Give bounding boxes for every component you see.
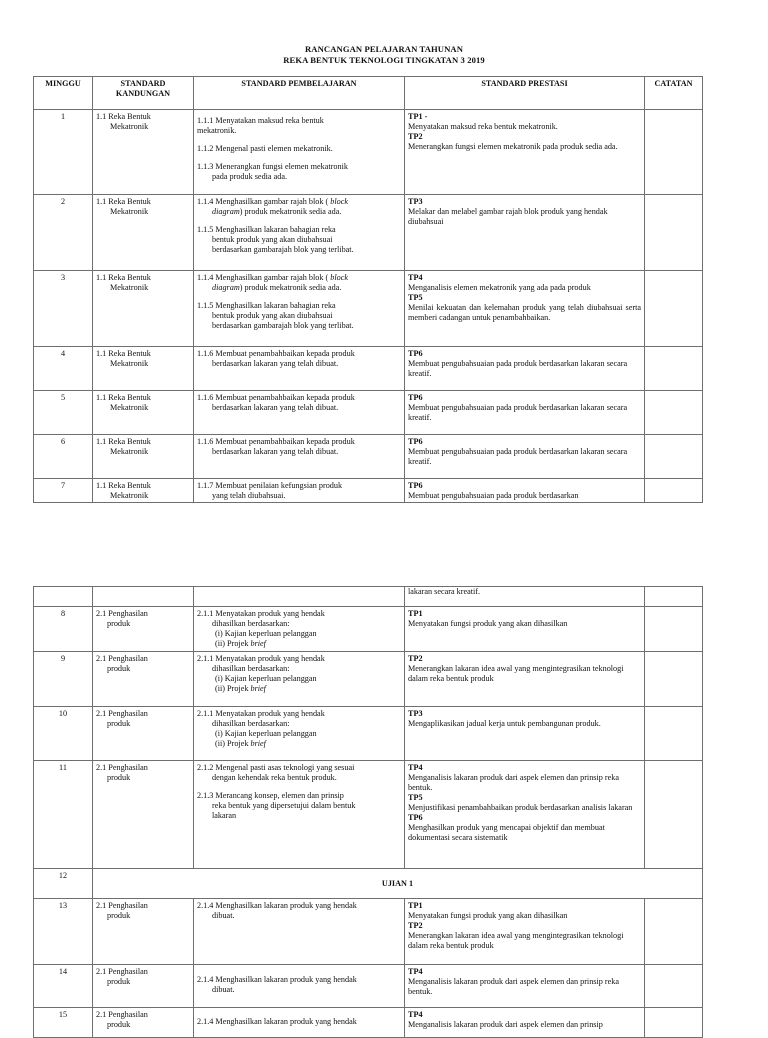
sp-item: 1.1.4 Menghasilkan gambar rajah blok ( [197, 273, 331, 282]
sk-number: 2.1 Penghasilan [96, 901, 148, 910]
table-row [34, 1008, 703, 1038]
standard-pembelajaran-cell [194, 761, 405, 869]
catatan-cell [645, 761, 703, 869]
week-number: 7 [34, 479, 93, 503]
sk-number: 1.1 Reka Bentuk [96, 112, 151, 121]
standard-kandungan-cell [93, 965, 194, 1008]
tp-text: Membuat pengubahsuaian pada produk berdasarkan lakaran secara kreatif. [408, 359, 628, 378]
sp-item: 1.1.2 Mengenal pasti elemen mekatronik. [197, 144, 333, 153]
standard-prestasi-cell [405, 110, 645, 195]
sp-item-cont: ) produk mekatronik sedia ada. [239, 207, 342, 216]
table-row [34, 652, 703, 707]
sp-item-cont: yang telah diubahsuai. [212, 491, 286, 500]
tp-text: Menghasilkan produk yang mencapai objektif dan membuat dokumentasi secara sistematik [408, 823, 605, 842]
sp-item-cont: ) produk mekatronik sedia ada. [239, 283, 342, 292]
week-number: 12 [34, 869, 93, 899]
sp-item: 1.1.7 Membuat penilaian kefungsian produk [197, 481, 343, 490]
standard-prestasi-cell [405, 479, 645, 503]
sp-item-cont: dibuat. [212, 985, 235, 994]
table-row [34, 110, 703, 195]
week-number: 3 [34, 271, 93, 347]
sp-item-cont: berdasarkan gambarajah blok yang terlibat. [212, 245, 354, 254]
standard-pembelajaran-cell [194, 435, 405, 479]
tp-text: Menerangkan lakaran idea awal yang mengintegrasikan teknologi dalam reka bentuk produk [408, 931, 624, 950]
sk-name: Mekatronik [110, 122, 149, 131]
tp-text: Menganalisis elemen mekatronik yang ada pada produk [408, 283, 591, 292]
week-number: 15 [34, 1008, 93, 1038]
standard-prestasi-cell [405, 391, 645, 435]
sp-item-cont: berdasarkan gambarajah blok yang terlibat. [212, 321, 354, 330]
document-subtitle: REKA BENTUK TEKNOLOGI TINGKATAN 3 2019 [283, 55, 485, 65]
tp-text: Mengaplikasikan jadual kerja untuk pembangunan produk. [408, 719, 601, 728]
table-row [34, 587, 703, 607]
sp-item: 2.1.4 Menghasilkan lakaran produk yang hendak [197, 1017, 357, 1026]
standard-kandungan-cell [93, 347, 194, 391]
tp-label: TP5 [408, 293, 423, 302]
sk-number: 2.1 Penghasilan [96, 763, 148, 772]
sk-number: 2.1 Penghasilan [96, 967, 148, 976]
header-standard-prestasi: STANDARD PRESTASI [405, 77, 645, 110]
tp-label: TP1 [408, 901, 423, 910]
header-standard-pembelajaran: STANDARD PEMBELAJARAN [194, 77, 405, 110]
table-row [34, 391, 703, 435]
tp-label: TP4 [408, 273, 423, 282]
sk-name: Mekatronik [110, 207, 149, 216]
sp-list-item: (i) Kajian keperluan pelanggan [215, 674, 317, 683]
tp-label: TP2 [408, 132, 423, 141]
standard-pembelajaran-cell [194, 707, 405, 761]
sk-number: 2.1 Penghasilan [96, 709, 148, 718]
sk-number: 2.1 Penghasilan [96, 654, 148, 663]
sp-italic: block [330, 197, 348, 206]
sp-italic: diagram [212, 283, 240, 292]
week-number: 9 [34, 652, 93, 707]
tp-text: Menjustifikasi penambahbaikan produk berdasarkan analisis lakaran [408, 803, 633, 812]
sp-list-item: (i) Kajian keperluan pelanggan [215, 629, 317, 638]
tp-text: Menyatakan fungsi produk yang akan dihasilkan [408, 619, 568, 628]
sk-name: produk [107, 664, 131, 673]
catatan-cell [645, 607, 703, 652]
standard-prestasi-cell [405, 271, 645, 347]
week-number: 2 [34, 195, 93, 271]
sk-name: Mekatronik [110, 403, 149, 412]
standard-kandungan-cell [93, 1008, 194, 1038]
standard-kandungan-cell [93, 110, 194, 195]
tp-text: Menganalisis lakaran produk dari aspek elemen dan prinsip reka bentuk. [408, 773, 619, 792]
plan-table-page1 [33, 76, 703, 503]
tp-label: TP6 [408, 813, 423, 822]
sp-item-cont: bentuk produk yang akan diubahsuai [212, 235, 333, 244]
standard-prestasi-cell [405, 707, 645, 761]
table-row [34, 707, 703, 761]
sk-name: produk [107, 719, 131, 728]
week-number: 11 [34, 761, 93, 869]
sk-number: 2.1 Penghasilan [96, 1010, 148, 1019]
sp-item-cont: berdasarkan lakaran yang telah dibuat. [212, 403, 339, 412]
sk-name: produk [107, 911, 131, 920]
tp-label: TP2 [408, 654, 423, 663]
tp-text: Membuat pengubahsuaian pada produk berdasarkan [408, 491, 579, 500]
standard-pembelajaran-cell [194, 652, 405, 707]
table-row [34, 869, 703, 899]
standard-pembelajaran-cell [194, 607, 405, 652]
week-number [34, 587, 93, 607]
tp-label: TP6 [408, 349, 423, 358]
standard-prestasi-cell [405, 1008, 645, 1038]
catatan-cell [645, 435, 703, 479]
sk-name: Mekatronik [110, 491, 149, 500]
sk-number: 1.1 Reka Bentuk [96, 197, 151, 206]
table-row [34, 195, 703, 271]
standard-prestasi-cell [405, 652, 645, 707]
table-row [34, 899, 703, 965]
standard-prestasi-cell [405, 347, 645, 391]
sp-item: 1.1.6 Membuat penambahbaikan kepada produk [197, 393, 355, 402]
standard-pembelajaran-cell [194, 195, 405, 271]
catatan-cell [645, 707, 703, 761]
catatan-cell [645, 587, 703, 607]
tp-label: TP1 [408, 609, 423, 618]
standard-pembelajaran-cell [194, 899, 405, 965]
standard-kandungan-cell [93, 587, 194, 607]
sp-item-cont: dihasilkan berdasarkan: [212, 619, 290, 628]
tp-text: Menganalisis lakaran produk dari aspek elemen dan prinsip reka bentuk. [408, 977, 619, 996]
standard-kandungan-cell [93, 707, 194, 761]
sp-item: 1.1.6 Membuat penambahbaikan kepada produk [197, 349, 355, 358]
table-row [34, 271, 703, 347]
sp-item-cont: reka bentuk yang dipersetujui dalam bentuk [212, 801, 356, 810]
standard-prestasi-cell [405, 607, 645, 652]
standard-prestasi-cell [405, 899, 645, 965]
sk-name: Mekatronik [110, 359, 149, 368]
sp-item-cont: berdasarkan lakaran yang telah dibuat. [212, 447, 339, 456]
tp-text: Menyatakan fungsi produk yang akan dihasilkan [408, 911, 568, 920]
sk-name: produk [107, 1020, 131, 1029]
sp-item: 1.1.3 Menerangkan fungsi elemen mekatronik [197, 162, 348, 171]
standard-kandungan-cell [93, 271, 194, 347]
tp-label: TP4 [408, 763, 423, 772]
catatan-cell [645, 271, 703, 347]
sp-item-cont: dihasilkan berdasarkan: [212, 719, 290, 728]
standard-pembelajaran-cell [194, 347, 405, 391]
sp-list-item: (ii) Projek brief [215, 739, 266, 748]
catatan-cell [645, 110, 703, 195]
week-number: 4 [34, 347, 93, 391]
sk-number: 1.1 Reka Bentuk [96, 273, 151, 282]
catatan-cell [645, 652, 703, 707]
sk-number: 1.1 Reka Bentuk [96, 349, 151, 358]
document-title: RANCANGAN PELAJARAN TAHUNAN [304, 44, 464, 54]
header-standard-kandungan [93, 77, 194, 110]
tp-label: TP6 [408, 437, 423, 446]
sk-name: produk [107, 773, 131, 782]
week-number: 1 [34, 110, 93, 195]
standard-prestasi-cell [405, 965, 645, 1008]
sk-name: Mekatronik [110, 283, 149, 292]
standard-pembelajaran-cell [194, 110, 405, 195]
sp-list-item: (ii) Projek brief [215, 684, 266, 693]
table-row [34, 347, 703, 391]
sk-number: 1.1 Reka Bentuk [96, 393, 151, 402]
catatan-cell [645, 347, 703, 391]
catatan-cell [645, 965, 703, 1008]
week-number: 8 [34, 607, 93, 652]
sp-list-item: (i) Kajian keperluan pelanggan [215, 729, 317, 738]
standard-kandungan-cell [93, 195, 194, 271]
tp-text: Membuat pengubahsuaian pada produk berdasarkan lakaran secara kreatif. [408, 447, 628, 466]
tp-text: lakaran secara kreatif. [408, 587, 481, 596]
tp-label: TP3 [408, 197, 423, 206]
sp-italic: block [330, 273, 348, 282]
sk-name: produk [107, 619, 131, 628]
sp-item: 1.1.5 Menghasilkan lakaran bahagian reka [197, 225, 336, 234]
week-number: 10 [34, 707, 93, 761]
sp-item: 1.1.5 Menghasilkan lakaran bahagian reka [197, 301, 336, 310]
standard-kandungan-cell [93, 607, 194, 652]
tp-label: TP4 [408, 967, 423, 976]
tp-label: TP1 - [408, 112, 428, 121]
sp-item: 2.1.1 Menyatakan produk yang hendak [197, 654, 325, 663]
sp-item: 1.1.6 Membuat penambahbaikan kepada produk [197, 437, 355, 446]
tp-text: Melakar dan melabel gambar rajah blok produk yang hendak diubahsuai [408, 207, 608, 226]
tp-label: TP5 [408, 793, 423, 802]
tp-label: TP6 [408, 393, 423, 402]
sp-item: 2.1.1 Menyatakan produk yang hendak [197, 609, 325, 618]
tp-text: Menerangkan lakaran idea awal yang mengintegrasikan teknologi dalam reka bentuk produk [408, 664, 624, 683]
sp-item: 2.1.2 Mengenal pasti asas teknologi yang sesuai [197, 763, 355, 772]
standard-pembelajaran-cell [194, 479, 405, 503]
standard-pembelajaran-cell [194, 1008, 405, 1038]
table-header-row [34, 77, 703, 110]
sp-item: 1.1.1 Menyatakan maksud reka bentuk [197, 116, 324, 125]
standard-prestasi-cell [405, 761, 645, 869]
standard-pembelajaran-cell [194, 587, 405, 607]
standard-kandungan-cell [93, 435, 194, 479]
sk-number: 1.1 Reka Bentuk [96, 481, 151, 490]
tp-label: TP4 [408, 1010, 423, 1019]
sp-item-cont: dibuat. [212, 911, 235, 920]
header-sk-line2: KANDUNGAN [115, 89, 171, 98]
sp-italic: diagram [212, 207, 240, 216]
standard-pembelajaran-cell [194, 391, 405, 435]
standard-kandungan-cell [93, 761, 194, 869]
sp-item: 2.1.4 Menghasilkan lakaran produk yang hendak [197, 901, 357, 910]
sp-item-cont: mekatronik. [197, 126, 237, 135]
plan-table-page2 [33, 586, 703, 1038]
header-sk-line1: STANDARD [120, 79, 166, 88]
standard-prestasi-cell [405, 587, 645, 607]
exam-label: UJIAN 1 [93, 869, 703, 899]
tp-label: TP3 [408, 709, 423, 718]
sp-item-cont: pada produk sedia ada. [212, 172, 288, 181]
tp-text: Menerangkan fungsi elemen mekatronik pada produk sedia ada. [408, 142, 618, 151]
table-row [34, 435, 703, 479]
catatan-cell [645, 391, 703, 435]
tp-label: TP6 [408, 481, 423, 490]
sk-number: 2.1 Penghasilan [96, 609, 148, 618]
tp-text: Membuat pengubahsuaian pada produk berdasarkan lakaran secara kreatif. [408, 403, 628, 422]
table-row [34, 479, 703, 503]
sp-item-cont: berdasarkan lakaran yang telah dibuat. [212, 359, 339, 368]
tp-text: Menilai kekuatan dan kelemahan produk yang telah diubahsuai serta memberi cadangan untuk penambahbaikan. [408, 303, 641, 322]
tp-text: Menyatakan maksud reka bentuk mekatronik. [408, 122, 558, 131]
sp-item: 2.1.1 Menyatakan produk yang hendak [197, 709, 325, 718]
tp-label: TP2 [408, 921, 423, 930]
week-number: 14 [34, 965, 93, 1008]
sp-list-item: (ii) Projek brief [215, 639, 266, 648]
table-row [34, 965, 703, 1008]
week-number: 13 [34, 899, 93, 965]
standard-prestasi-cell [405, 435, 645, 479]
table-row [34, 761, 703, 869]
sp-item-cont: dihasilkan berdasarkan: [212, 664, 290, 673]
tp-text: Menganalisis lakaran produk dari aspek elemen dan prinsip [408, 1020, 603, 1029]
sp-item-cont: dengan kehendak reka bentuk produk. [212, 773, 337, 782]
standard-kandungan-cell [93, 391, 194, 435]
standard-pembelajaran-cell [194, 271, 405, 347]
week-number: 5 [34, 391, 93, 435]
standard-kandungan-cell [93, 479, 194, 503]
sk-name: produk [107, 977, 131, 986]
catatan-cell [645, 899, 703, 965]
header-minggu: MINGGU [34, 77, 93, 110]
sp-item-cont: bentuk produk yang akan diubahsuai [212, 311, 333, 320]
sp-item: 2.1.4 Menghasilkan lakaran produk yang hendak [197, 975, 357, 984]
week-number: 6 [34, 435, 93, 479]
standard-kandungan-cell [93, 899, 194, 965]
header-catatan: CATATAN [645, 77, 703, 110]
standard-kandungan-cell [93, 652, 194, 707]
catatan-cell [645, 1008, 703, 1038]
sp-item: 1.1.4 Menghasilkan gambar rajah blok ( [197, 197, 331, 206]
table-row [34, 607, 703, 652]
standard-pembelajaran-cell [194, 965, 405, 1008]
standard-prestasi-cell [405, 195, 645, 271]
catatan-cell [645, 195, 703, 271]
sk-name: Mekatronik [110, 447, 149, 456]
sp-item-cont: lakaran [212, 811, 237, 820]
sk-number: 1.1 Reka Bentuk [96, 437, 151, 446]
catatan-cell [645, 479, 703, 503]
sp-item: 2.1.3 Merancang konsep, elemen dan prinsip [197, 791, 344, 800]
